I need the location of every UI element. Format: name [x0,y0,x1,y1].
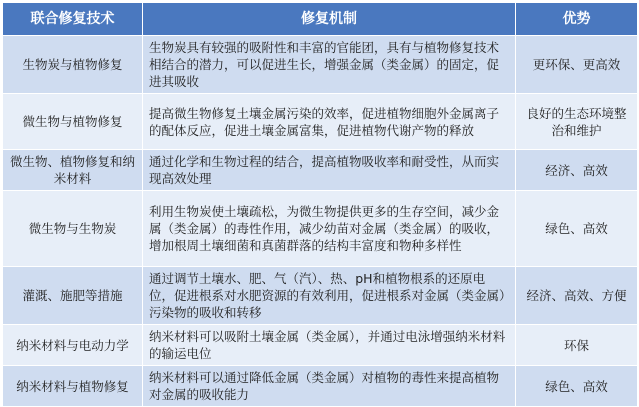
cell-advantage: 环保 [516,325,638,366]
table-row [3,150,638,191]
cell-mechanism: 利用生物炭使土壤疏松，为微生物提供更多的生存空间，减少金属（类金属）的毒性作用，减少幼苗对金属（类金属）的吸收，增加根周土壤细菌和真菌群落的结构丰富度和物种多样性 [143,191,516,267]
cell-advantage: 绿色、高效 [516,191,638,267]
cell-technology: 微生物、植物修复和纳米材料 [3,150,143,191]
table-row [3,191,638,267]
cell-mechanism: 纳米材料可以吸附土壤金属（类金属），并通过电泳增强纳米材料的输运电位 [143,325,516,366]
cell-mechanism: 提高微生物修复土壤金属污染的效率，促进植物细胞外金属离子的配体反应，促进土壤金属富集，促进植物代谢产物的释放 [143,94,516,150]
cell-advantage: 经济、高效、方便 [516,267,638,325]
header-mechanism: 修复机制 [143,3,516,36]
table-row [3,325,638,366]
cell-advantage: 绿色、高效 [516,366,638,407]
cell-technology: 生物炭与植物修复 [3,36,143,94]
cell-mechanism: 生物炭具有较强的吸附性和丰富的官能团，具有与植物修复技术相结合的潜力，可以促进生长，增强金属（类金属）的固定，促进其吸收 [143,36,516,94]
cell-advantage: 良好的生态环境整治和维护 [516,94,638,150]
table-row [3,36,638,94]
cell-advantage: 更环保、更高效 [516,36,638,94]
cell-mechanism: 通过调节土壤水、肥、气（汽）、热、pH和植物根系的还原电位，促进根系对水肥资源的有效利用，促进根系对金属（类金属）污染物的吸收和转移 [143,267,516,325]
cell-mechanism: 纳米材料可以通过降低金属（类金属）对植物的毒性来提高植物对金属的吸收能力 [143,366,516,407]
table-row [3,366,638,407]
cell-technology: 微生物与植物修复 [3,94,143,150]
remediation-table [2,2,638,407]
cell-mechanism: 通过化学和生物过程的结合，提高植物吸收率和耐受性，从而实现高效处理 [143,150,516,191]
cell-advantage: 经济、高效 [516,150,638,191]
header-technology: 联合修复技术 [3,3,143,36]
cell-technology: 纳米材料与植物修复 [3,366,143,407]
header-advantage: 优势 [516,3,638,36]
table-row [3,94,638,150]
table-row [3,267,638,325]
cell-technology: 纳米材料与电动力学 [3,325,143,366]
cell-technology: 灌溉、施肥等措施 [3,267,143,325]
cell-technology: 微生物与生物炭 [3,191,143,267]
header-row [3,3,638,36]
